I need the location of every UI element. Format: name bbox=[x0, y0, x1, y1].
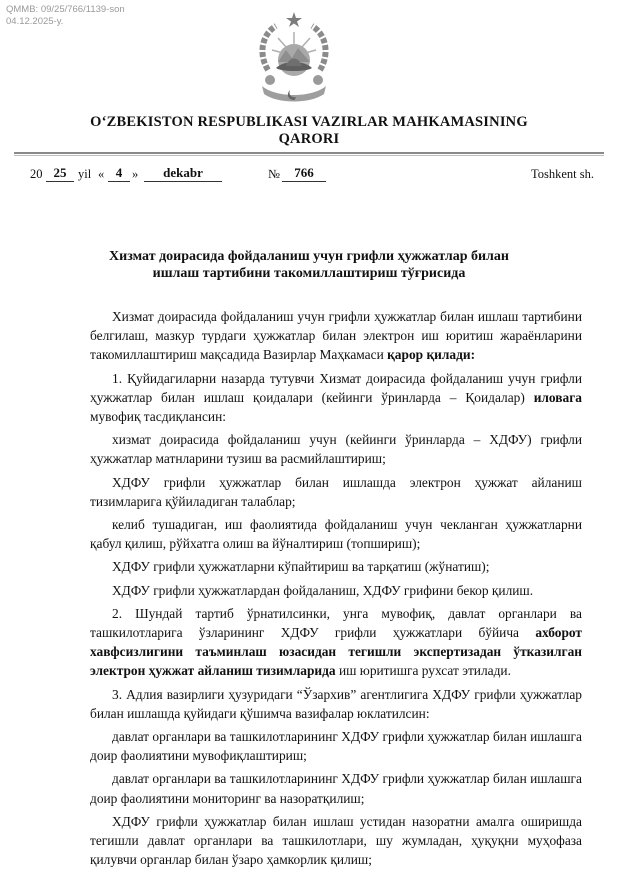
state-emblem-icon bbox=[252, 10, 336, 108]
city: Toshkent sh. bbox=[530, 167, 594, 181]
paragraph-text: Хизмат доирасида фойдаланиш учун грифли ҳужжатлар билан ишлаш тартибини белгилаш, мазкур турдаги ҳужжатлар билан электрон иш юритиш жараёнларини такомиллаштириш мақсадида Вазирлар Маҳкамаси bbox=[90, 309, 582, 363]
number-sign: № bbox=[268, 167, 280, 181]
paragraph: 3. Адлия вазирлиги ҳузуридаги “Ўзархив” агентлигига ХДФУ грифли ҳужжатлар билан ишлашда қуйидаги қўшимча вазифалар юклатилсин: bbox=[90, 686, 582, 721]
paragraph: давлат органлари ва ташкилотларининг ХДФУ грифли ҳужжатлар билан ишлашга доир фаолиятини мониторинг ва назоратқилиш; bbox=[90, 771, 582, 806]
paragraph bbox=[90, 369, 582, 427]
paragraph: келиб тушадиган, иш фаолиятида фойдаланиш учун чекланган ҳужжатларни қабул қилиш, рўйхатга олиш ва йўналтириш (топшириш); bbox=[90, 517, 582, 552]
paragraph: ХДФУ грифли ҳужжатлар билан ишлаш устидан назоратни амалга оширишда тегишли давлат органлари ва ташкилотлари, шу жумладан, ҳуқуқни муҳофаза қилувчи органлар билан ўзаро ҳамкорлик қилиш; bbox=[90, 813, 582, 868]
day-value: 4 bbox=[108, 165, 130, 182]
document-body bbox=[90, 307, 582, 869]
paragraph: ХДФУ грифли ҳужжатларни кўпайтириш ва тарқатиш (жўнатиш); bbox=[112, 559, 490, 575]
header-rule bbox=[14, 152, 604, 154]
paragraph-text: 1. Қуйидагиларни назарда тутувчи Хизмат доирасида фойдаланиш учун грифли ҳужжатлар билан ишлаш қоидалари (кейинги ўринларда – Қоидалар) bbox=[90, 370, 582, 405]
paragraph: хизмат доирасида фойдаланиш учун (кейинги ўринларда – ХДФУ) грифли ҳужжатлар матнларини тузиш ва расмийлаштириш; bbox=[90, 432, 582, 467]
paragraph: давлат органлари ва ташкилотларининг ХДФУ грифли ҳужжатлар билан ишлашга доир фаолиятини мувофиқлаштириш; bbox=[90, 729, 582, 764]
issuer-title: O‘ZBEKISTON RESPUBLIKASI VAZIRLAR MAHKAMASINING bbox=[90, 114, 528, 130]
paragraph: ХДФУ грифли ҳужжатлардан фойдаланиш, ХДФУ грифини бекор қилиш. bbox=[112, 582, 534, 598]
paragraph: ХДФУ грифли ҳужжатлар билан ишлашда электрон ҳужжат айланиш тизимларига қўйиладиган талаблар; bbox=[90, 474, 582, 509]
paragraph bbox=[90, 604, 582, 681]
paragraph-text: 2. Шундай тартиб ўрнатилсинки, унга мувофиқ, давлат органлари ва ташкилотларига ўзларининг ХДФУ грифли ҳужжатлари бўйича bbox=[90, 605, 582, 641]
year-value: 25 bbox=[46, 165, 74, 182]
header-rule-thin bbox=[14, 155, 604, 156]
year-word: yil bbox=[78, 167, 92, 181]
year-prefix: 20 bbox=[30, 167, 43, 181]
month-value: dekabr bbox=[144, 165, 222, 182]
paragraph-bold: қарор қилади: bbox=[387, 347, 476, 363]
reference-number: QMMB: 09/25/766/1139-son bbox=[6, 4, 125, 15]
document-title: Хизмат доирасида фойдаланиш учун грифли ҳужжатлар билан bbox=[109, 249, 509, 264]
quote-close: » bbox=[132, 167, 139, 181]
decree-number: 766 bbox=[282, 165, 326, 182]
paragraph-text: иш юритишга рухсат этилади. bbox=[338, 663, 511, 679]
paragraph-bold: ахборот хавфсизлигини таъминлаш юзасидан тегишли экспертизадан ўтказилган электрон ҳужжат айланиш тизимларида bbox=[90, 625, 582, 679]
paragraph bbox=[90, 307, 582, 365]
paragraph-bold: иловага bbox=[533, 389, 582, 405]
reference-date: 04.12.2025-y. bbox=[6, 16, 64, 27]
document-title-cont: ишлаш тартибини такомиллаштириш тўғрисида bbox=[152, 266, 466, 281]
document-reference bbox=[6, 4, 125, 28]
date-line bbox=[30, 165, 594, 185]
quote-open: « bbox=[98, 167, 105, 181]
paragraph-text: мувофиқ тасдиқлансин: bbox=[90, 409, 226, 425]
issuer-subtitle: QARORI bbox=[278, 131, 340, 147]
